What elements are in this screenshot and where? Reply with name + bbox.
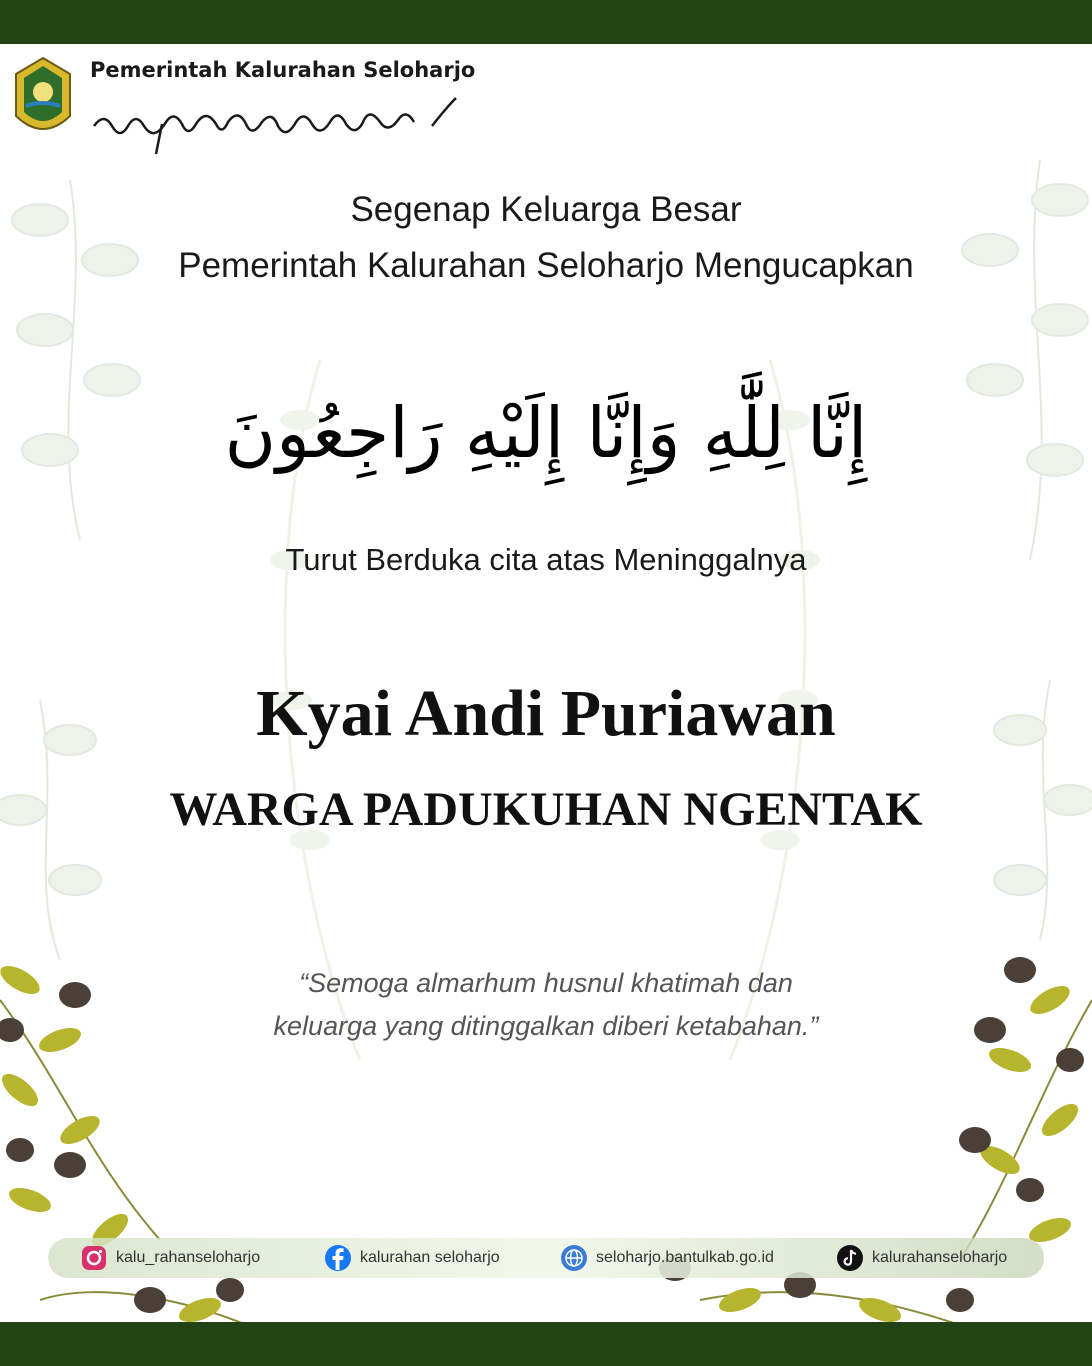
deceased-name: Kyai Andi Puriawan [256, 677, 836, 750]
residence-subtitle: WARGA PADUKUHAN NGENTAK [169, 783, 923, 836]
website-url: seloharjo.bantulkab.go.id [596, 1249, 774, 1266]
globe-icon [560, 1244, 588, 1272]
quote-line-1: “Semoga almarhum husnul khatimah dan [299, 968, 793, 998]
social-website[interactable] [560, 1238, 774, 1278]
social-instagram[interactable] [80, 1238, 260, 1278]
tiktok-handle: kalurahanseloharjo [872, 1249, 1008, 1266]
org-name: Pemerintah Kalurahan Seloharjo [90, 58, 476, 82]
instagram-handle: kalu_rahanseloharjo [116, 1249, 261, 1266]
greeting-line-2: Pemerintah Kalurahan Seloharjo Mengucapkan [178, 246, 914, 285]
instagram-icon [80, 1244, 108, 1272]
javanese-script-wordmark [92, 96, 492, 156]
greeting-line-1: Segenap Keluarga Besar [350, 190, 742, 229]
tiktok-icon [836, 1244, 864, 1272]
prayer-quote [0, 962, 1092, 1048]
condolence-line: Turut Berduka cita atas Meninggalnya [285, 542, 807, 577]
quote-line-2: keluarga yang ditinggalkan diberi ketabahan.” [273, 1011, 819, 1041]
arabic-calligraphy: إِنَّا لِلَّٰهِ وَإِنَّا إِلَيْهِ رَاجِعُونَ [224, 392, 868, 474]
facebook-icon [324, 1244, 352, 1272]
bottom-bar [0, 1322, 1092, 1366]
social-bar [48, 1238, 1044, 1278]
social-facebook[interactable] [324, 1238, 500, 1278]
social-tiktok[interactable] [836, 1238, 1007, 1278]
kalurahan-crest-icon [12, 56, 74, 144]
facebook-handle: kalurahan seloharjo [360, 1249, 500, 1266]
